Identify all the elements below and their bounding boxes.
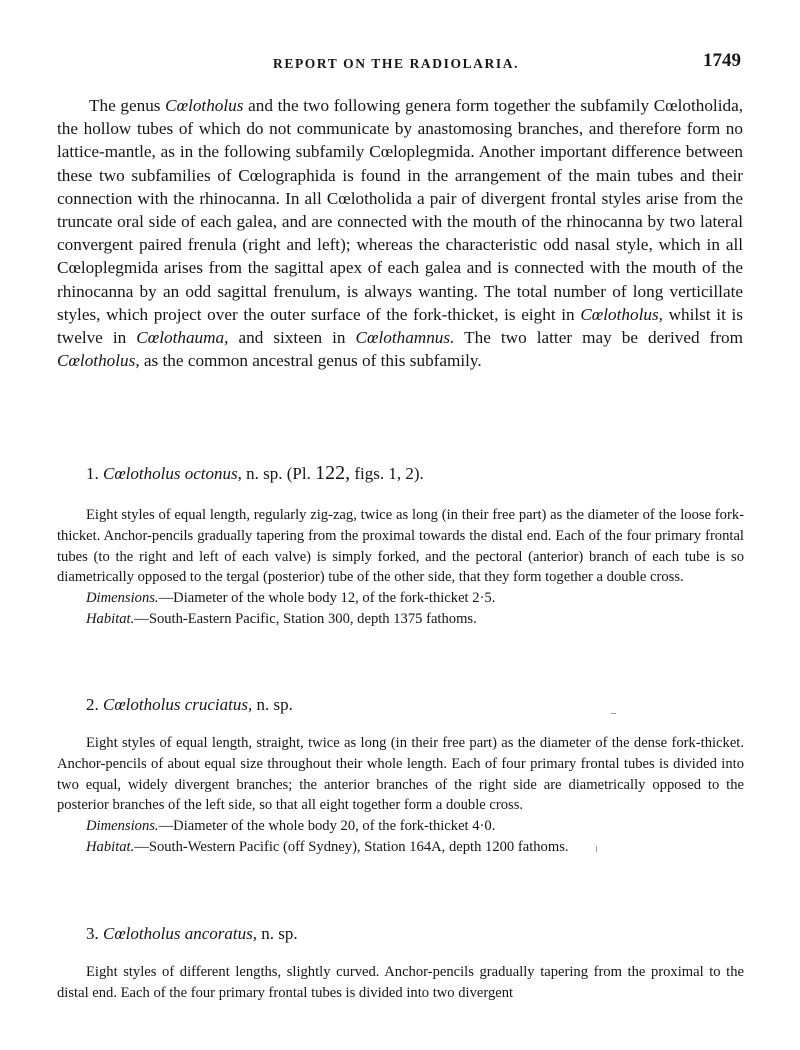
species-description-block: [57, 962, 744, 1004]
species-number: 2.: [86, 695, 99, 714]
genus-name: Cœlotholus,: [580, 304, 663, 324]
dimensions-label: Dimensions.: [86, 590, 159, 607]
dimensions-text: —Diameter of the whole body 12, of the fork-thicket 2·5.: [158, 590, 496, 607]
species-name: Cœlotholus cruciatus,: [103, 695, 253, 714]
species-figs: figs. 1, 2).: [350, 464, 424, 483]
habitat-label: Habitat.: [86, 838, 135, 855]
genus-name: Cœlothauma,: [136, 328, 229, 348]
running-title: REPORT ON THE RADIOLARIA.: [273, 56, 520, 71]
habitat-line: [57, 837, 744, 858]
species-heading: [86, 924, 298, 944]
habitat-line: [57, 609, 744, 630]
species-name: Cœlotholus octonus,: [103, 464, 242, 483]
page-header: [0, 50, 800, 76]
page-number: 1749: [703, 50, 741, 71]
species-description: Eight styles of different lengths, slightly curved. Anchor-pencils gradually tapering from the proximal to the distal end. Each of the four primary frontal tubes is divided into two divergent: [57, 964, 744, 1001]
intro-text: and sixteen in: [228, 328, 356, 348]
species-number: 3.: [86, 924, 99, 943]
species-heading: [86, 462, 424, 485]
species-description-block: [57, 505, 744, 630]
species-suffix: n. sp.: [252, 695, 293, 714]
species-name: Cœlotholus ancoratus,: [103, 924, 257, 943]
intro-text: The genus: [89, 96, 166, 115]
habitat-text: —South-Eastern Pacific, Station 300, depth 1375 fathoms.: [134, 610, 477, 627]
intro-paragraph: [57, 94, 743, 372]
print-mark: [611, 713, 616, 714]
intro-text: whilst it is twelve in: [57, 304, 743, 348]
genus-name: Cœlotholus,: [57, 351, 140, 371]
intro-text: as the common ancestral genus of this subfamily.: [139, 351, 482, 371]
species-suffix: n. sp. (Pl.: [241, 464, 316, 483]
print-mark: [596, 846, 597, 852]
intro-text: The two latter may be derived from: [454, 328, 744, 348]
intro-section: [57, 94, 743, 372]
plate-number: 122,: [315, 462, 351, 484]
dimensions-text: —Diameter of the whole body 20, of the fork-thicket 4·0.: [158, 818, 496, 835]
dimensions-line: [57, 816, 744, 837]
species-description: Eight styles of equal length, regularly zig-zag, twice as long (in their free part) as the diameter of the loose fork-thicket. Anchor-pencils gradually tapering from the proximal towards the distal end. Each of the four primary frontal tubes (to the right and left of each valve) is simply forked, and the pectoral (anterior) branch of each tube is so diametrically opposed to the tergal (posterior) tube of the other side, that they form together a double cross.: [57, 507, 744, 586]
genus-name: Cœlothamnus.: [355, 328, 455, 348]
dimensions-line: [57, 588, 744, 609]
habitat-text: —South-Western Pacific (off Sydney), Station 164A, depth 1200 fathoms.: [134, 838, 569, 855]
species-description: Eight styles of equal length, straight, twice as long (in their free part) as the diameter of the dense fork-thicket. Anchor-pencils of about equal size throughout their whole length. Each of four primary frontal tubes is divided into two equal, widely divergent branches; the anterior branches of the right side are diametrically opposed to the posterior branches of the left side, so that all eight together form a double cross.: [57, 735, 744, 814]
habitat-label: Habitat.: [86, 610, 135, 627]
species-description-block: [57, 733, 744, 858]
species-heading: [86, 695, 293, 715]
dimensions-label: Dimensions.: [86, 818, 159, 835]
intro-text: and the two following genera form together the subfamily Cœlotholida, the hollow tubes of which do not communicate by anastomosing branches, and therefore form no lattice-mantle, as in the following subfamily Cœloplegmida. Another important difference between these two subfamilies of Cœlographida is found in the arrangement of the main tubes and their connection with the rhinocanna. In all Cœlotholida a pair of divergent frontal styles arise from the truncate oral side of each galea, and are connected with the mouth of the rhinocanna by two lateral convergent paired frenula (right and left); whereas the characteristic odd nasal style, which in all Cœloplegmida arises from the sagittal apex of each galea and is connected with the mouth of the rhinocanna by an odd sagittal frenulum, is always wanting. The total number of long verticillate styles, which project over the outer surface of the fork-thicket, is eight in: [57, 96, 743, 324]
species-number: 1.: [86, 464, 99, 483]
genus-name: Cœlotholus: [165, 96, 244, 115]
species-suffix: n. sp.: [256, 924, 298, 943]
